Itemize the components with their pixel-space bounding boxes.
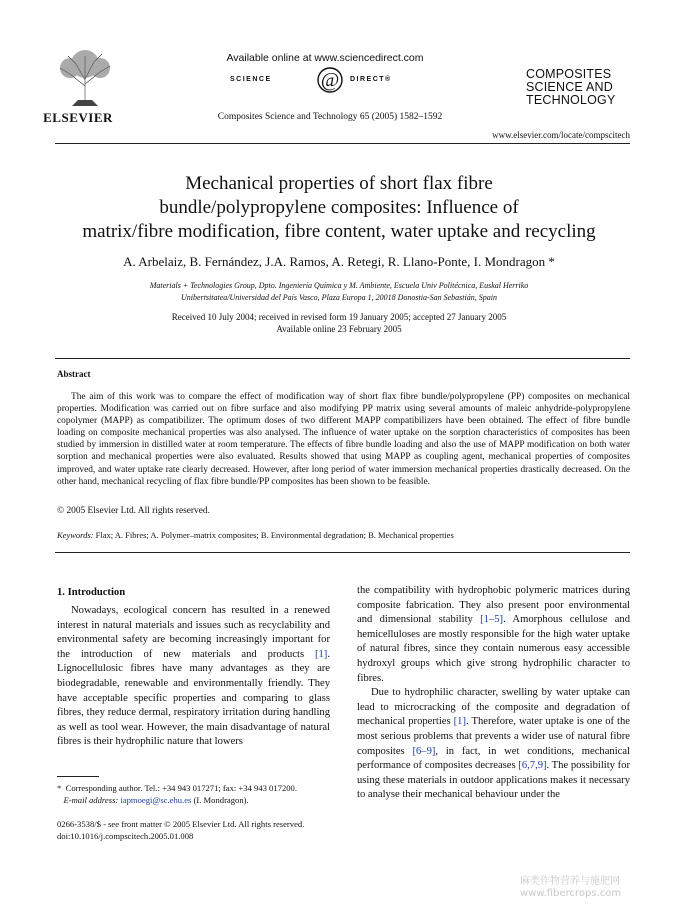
citation-link[interactable]: [6–9] [412,745,436,757]
available-online-text[interactable]: Available online at www.sciencedirect.com [226,52,424,64]
front-matter [57,818,357,842]
section-heading-introduction: 1. Introduction [57,587,126,598]
at-glyph: @ [320,69,340,91]
text-span: , in fact, in wet conditions, mechanical performance of composites decreases [357,745,630,772]
at-icon [316,66,344,94]
abstract-text: The aim of this work was to compare the effect of modification way of short flax fibre bundle/polypropylene (PP) composites on mechanical properties. Modification was carried out on fibre surface and also modifying PP matrix using several amounts of maleic anhydride-polypropylene copolymer (MAPP) as compatibilizer. The optimum doses of two different MAPP compatibilizers have been obtained. The effect of fibre bundle loading on composite mechanical properties was also analysed. The influence of water uptake on the sorption characteristics of composites has been studied by immersion in distilled water at room temperature. The effects of fibre bundle loading and also the use of MAPP modification on both water sorption and mechanical properties were also evaluated. Results showed that using MAPP as coupling agent, mechanical properties of composites improved, and water uptake rate clearly decreased. However, after long period of water immersion mechanical properties drastically decreased. On the other hand, mechanical recycling of flax fibre bundle/PP composites has been shown to be feasible. [57,392,630,487]
watermark-cn: 麻类作物营养与施肥网 [520,876,620,887]
watermark [520,876,621,900]
text-span: Due to hydrophilic character, swelling by water uptake can lead to microcracking of the composite and degradation of mechanical properties [357,687,630,728]
journal-line-1: COMPOSITES [526,67,612,81]
email-suffix: (I. Mondragon). [193,795,249,805]
abstract-bottom-divider [55,552,630,553]
journal-citation: Composites Science and Technology 65 (2005) 1582–1592 [217,112,443,122]
corresponding-author [57,782,337,794]
text-span: the compatibility with hydrophobic polymeric matrices during composite fabrication. They also present poor environmental and dimensional stability [357,585,630,626]
text-span: . Therefore, water uptake is one of the most serious problems that prevents a wider use of natural fibre composites [357,716,630,757]
article-dates [40,311,638,335]
abstract-copyright: © 2005 Elsevier Ltd. All rights reserved. [57,506,210,516]
right-column [357,584,630,803]
text-span: Nowadays, ecological concern has resulted in a renewed interest in natural materials and issues such as recyclability and environmental safety are becoming increasingly important for the introduction of new materials and products [57,605,330,660]
affiliation-line-2: Unibertsitatea/Universidad del País Vasco, Plaza Europa 1, 20018 Donostia-San Sebastián, Spain [181,293,497,302]
title-line-1: Mechanical properties of short flax fibre [185,173,493,194]
left-column [57,604,330,750]
affiliation-line-1: Materials + Technologies Group, Dpto. Ingeniería Química y M. Ambiente, Escuela Univ Politécnica, Euskal Herriko [149,281,529,290]
paragraph [57,604,330,750]
elsevier-tree-logo [52,46,118,108]
citation-link[interactable]: [1] [314,648,328,660]
citation-link[interactable]: [1] [453,716,467,728]
email-label: E-mail address: [63,795,119,805]
sciencedirect-logo [230,68,450,98]
available-online-date: Available online 23 February 2005 [276,324,402,334]
email-line [57,794,337,806]
paragraph [357,584,630,686]
publisher-logo-text: ELSEVIER [43,110,113,125]
header-divider [55,143,630,144]
affiliation [40,280,638,304]
sciencedirect-left: SCIENCE [230,76,272,83]
title-line-3: matrix/fibre modification, fibre content, water uptake and recycling [82,221,596,242]
keywords-label: Keywords: [57,530,94,540]
corresponding-text: Corresponding author. Tel.: +34 943 017271; fax: +34 943 017200. [65,783,297,793]
doi-line[interactable]: doi:10.1016/j.compscitech.2005.01.008 [57,831,194,841]
received-dates: Received 10 July 2004; received in revised form 19 January 2005; accepted 27 January 2005 [171,312,507,322]
journal-line-3: TECHNOLOGY [526,93,616,107]
abstract-top-divider [55,358,630,359]
title-line-2: bundle/polypropylene composites: Influence of [159,197,519,218]
keywords [57,530,630,540]
email-link[interactable]: iapmoegi@sc.ehu.es [120,795,192,805]
author-list: A. Arbelaiz, B. Fernández, J.A. Ramos, A. Retegi, R. Llano-Ponte, I. Mondragon * [123,254,555,269]
text-span: . Lignocellulosic fibres have many advantages as they are biodegradable, renewable and environmentally friendly. They have acceptable specific properties and comparing to glass fibres, they reduce dermal, respiratory irritation during handling as well as tool wear. However, the main disadvantage of natural fibres is their hydrophilic nature that lowers [57,648,330,748]
journal-line-2: SCIENCE AND [526,80,613,94]
journal-url[interactable]: www.elsevier.com/locate/compscitech [492,130,630,140]
sciencedirect-right: DIRECT® [350,76,392,83]
paragraph [357,686,630,803]
watermark-url: www.fibercrops.com [520,888,622,899]
journal-title-block [526,68,636,107]
keywords-text: Flax; A. Fibres; A. Polymer–matrix composites; B. Environmental degradation; B. Mechanical properties [95,530,454,540]
footnote-divider [57,776,99,777]
abstract-heading: Abstract [57,369,91,379]
footnote-marker: * [57,783,62,793]
citation-link[interactable]: [6,7,9] [518,760,547,772]
issn-line: 0266-3538/$ - see front matter © 2005 Elsevier Ltd. All rights reserved. [57,819,305,829]
citation-link[interactable]: [1–5] [480,614,504,626]
article-title [40,172,638,244]
text-span: . Amorphous cellulose and hemicelluloses are mostly responsible for the high water uptake of natural fibres, since they contain numerous easy accessible hydroxyl groups which give strong hydrophilic character to fibres. [357,614,630,684]
footnote [57,782,337,806]
abstract-body [57,391,630,488]
text-span: . The possibility for using these materials in outdoor applications makes it necessary to analyse their mechanical behaviour under the [357,760,631,801]
